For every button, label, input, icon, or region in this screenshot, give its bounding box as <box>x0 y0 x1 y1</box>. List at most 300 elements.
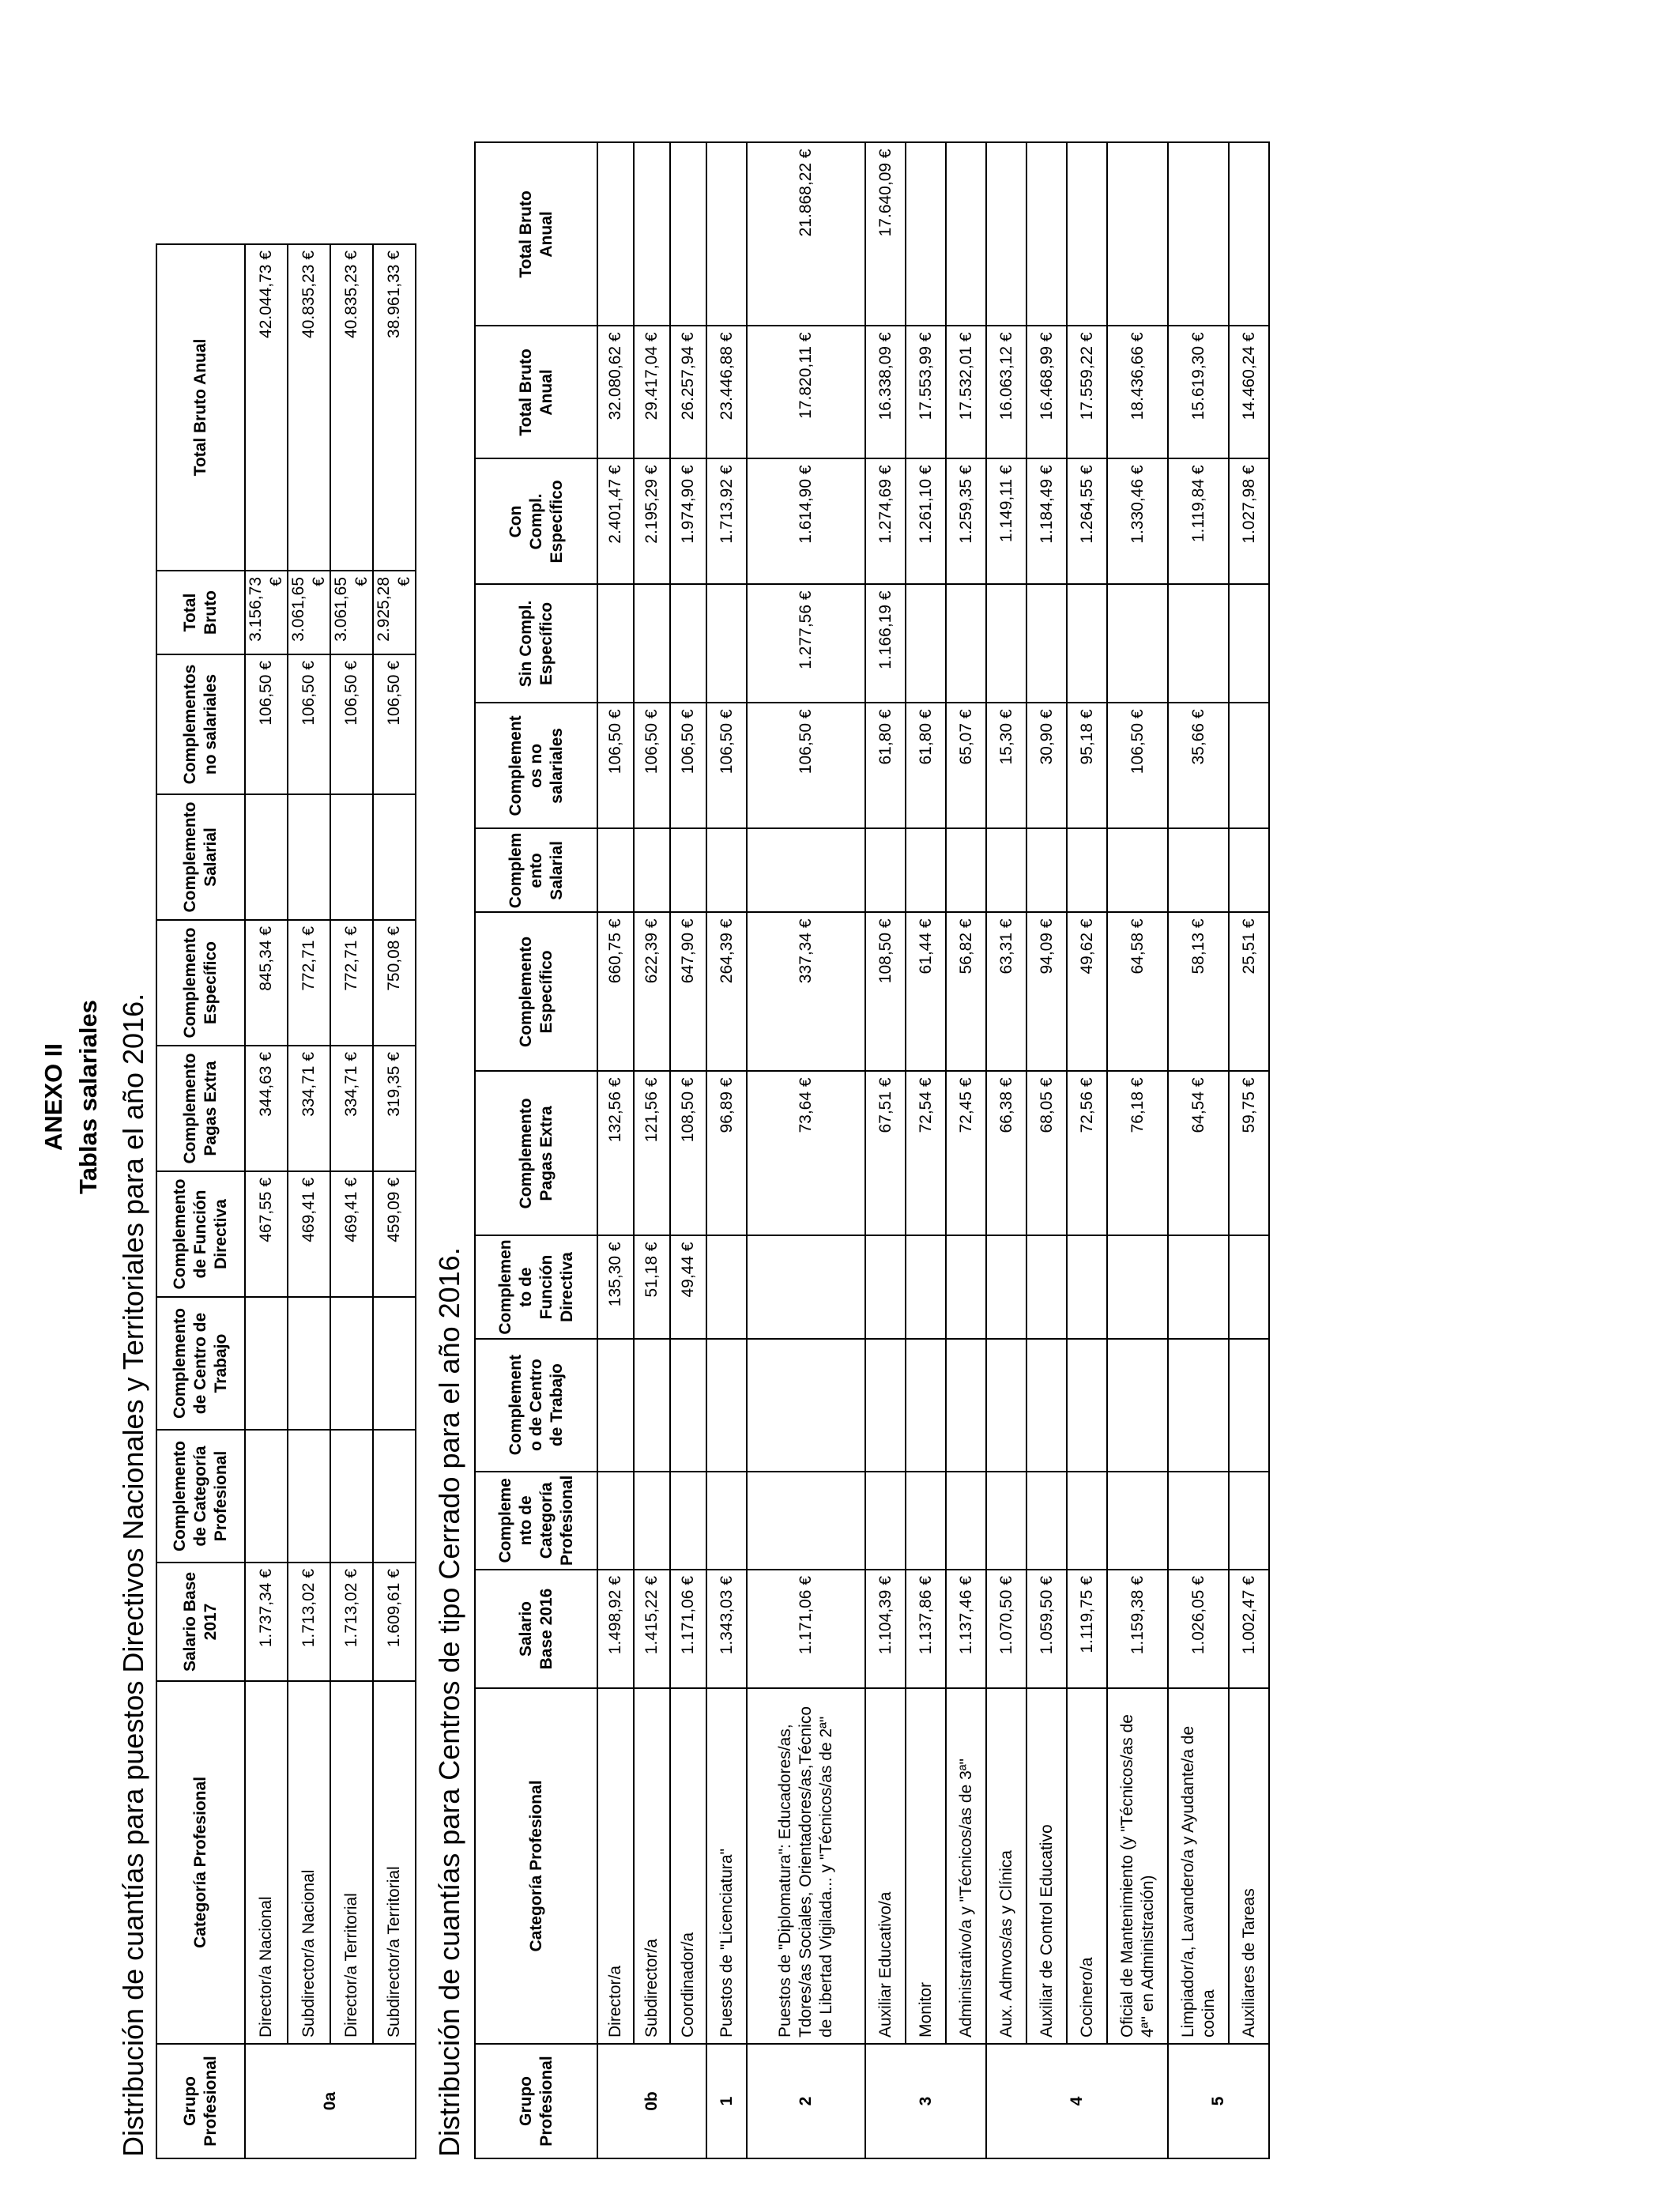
header-categoria: Categoría Profesional <box>156 1681 245 2044</box>
header-line: Complemento <box>516 1098 535 1209</box>
header-grupo <box>475 2044 597 2158</box>
total-anual-cell: 38.961,33 € <box>373 244 416 571</box>
total-bruto-cell: 3.061,65 € <box>330 571 373 654</box>
especifico-cell: 845,34 € <box>245 920 288 1046</box>
pagas-cell: 319,35 € <box>373 1046 416 1171</box>
total-anual-cell: 40.835,23 € <box>288 244 330 571</box>
table-row <box>706 142 747 2158</box>
header-line: Complement <box>506 1355 525 1456</box>
centro-cell <box>245 1297 288 1430</box>
salario-base-cell: 1.713,02 € <box>330 1563 373 1681</box>
pagas-cell: 66,38 € <box>986 1071 1026 1235</box>
salarial-cell <box>906 828 946 912</box>
salario-base-cell: 1.171,06 € <box>670 1570 706 1688</box>
funcion-cell <box>1067 1235 1107 1338</box>
con-compl-cell: 1.261,10 € <box>906 458 946 584</box>
funcion-cell <box>865 1235 906 1338</box>
header-line: salariales <box>547 728 566 804</box>
categoria-cell: Auxiliares de Tareas <box>1229 1688 1269 2044</box>
salarial-cell <box>706 828 747 912</box>
sin-compl-cell: 1.166,19 € <box>865 584 906 703</box>
sin-compl-cell <box>1026 584 1067 703</box>
sin-compl-cell: 1.277,56 € <box>747 584 865 703</box>
salario-base-cell: 1.070,50 € <box>986 1570 1026 1688</box>
salario-base-cell: 1.713,02 € <box>288 1563 330 1681</box>
annex-title: ANEXO II <box>40 1042 67 1152</box>
con-compl-cell: 2.195,29 € <box>634 458 670 584</box>
sin-compl-cell <box>1229 584 1269 703</box>
con-compl-cell: 2.401,47 € <box>597 458 634 584</box>
sin-compl-cell <box>1107 584 1168 703</box>
categoria-cell: Director/a Nacional <box>245 1681 288 2044</box>
salario-base-cell: 1.343,03 € <box>706 1570 747 1688</box>
header-salario-base: Salario Base 2017 <box>156 1563 245 1681</box>
total-grupo-cell <box>706 142 747 326</box>
salario-base-cell: 1.737,34 € <box>245 1563 288 1681</box>
no-salariales-cell: 35,66 € <box>1168 703 1229 828</box>
no-salariales-cell: 106,50 € <box>747 703 865 828</box>
sin-compl-cell <box>1168 584 1229 703</box>
total-anual-cell: 42.044,73 € <box>245 244 288 571</box>
header-line: nto de <box>516 1495 535 1546</box>
total-anual-cell: 15.619,30 € <box>1168 326 1229 458</box>
header-line: Complem <box>506 832 525 909</box>
funcion-cell <box>1168 1235 1229 1338</box>
header-line: Con <box>506 505 525 538</box>
header-line: Total Bruto <box>516 349 535 436</box>
especifico-cell: 337,34 € <box>747 912 865 1071</box>
centro-cell <box>288 1297 330 1430</box>
categoria-cell: Monitor <box>906 1688 946 2044</box>
especifico-cell: 622,39 € <box>634 912 670 1071</box>
centro-cell <box>1168 1339 1229 1472</box>
centro-cell <box>986 1339 1026 1472</box>
header-no-salariales <box>475 703 597 828</box>
no-salariales-cell: 106,50 € <box>634 703 670 828</box>
categoria-cell: Cocinero/a <box>1067 1688 1107 2044</box>
total-grupo-cell <box>946 142 986 326</box>
especifico-cell: 772,71 € <box>288 920 330 1046</box>
total-grupo-cell <box>1168 142 1229 326</box>
total-bruto-cell: 3.061,65 € <box>288 571 330 654</box>
header-sin-compl <box>475 584 597 703</box>
especifico-cell: 108,50 € <box>865 912 906 1071</box>
cat-prof-cell <box>1229 1472 1269 1570</box>
salario-base-cell: 1.026,05 € <box>1168 1570 1229 1688</box>
header-centro <box>475 1339 597 1472</box>
header-pagas <box>475 1071 597 1235</box>
salarial-cell <box>288 794 330 920</box>
table1-caption: Distribución de cuantías para puestos Directivos Nacionales y Territoriales para el año 2016. <box>117 993 149 2157</box>
categoria-cell: Subdirector/a Territorial <box>373 1681 416 2044</box>
centro-cell <box>1026 1339 1067 1472</box>
con-compl-cell: 1.274,69 € <box>865 458 906 584</box>
table2-header-row <box>475 142 597 2158</box>
header-line: Complemento <box>516 936 535 1047</box>
especifico-cell: 750,08 € <box>373 920 416 1046</box>
centro-cell <box>597 1339 634 1472</box>
funcion-cell <box>906 1235 946 1338</box>
cat-prof-cell <box>670 1472 706 1570</box>
centro-cell <box>906 1339 946 1472</box>
total-anual-cell: 17.559,22 € <box>1067 326 1107 458</box>
no-salariales-cell: 106,50 € <box>1107 703 1168 828</box>
header-categoria <box>475 1688 597 2044</box>
no-salariales-cell: 15,30 € <box>986 703 1026 828</box>
no-salariales-cell <box>1229 703 1269 828</box>
total-bruto-cell: 3.156,73 € <box>245 571 288 654</box>
funcion-cell <box>706 1235 747 1338</box>
funcion-cell: 469,41 € <box>330 1171 373 1297</box>
table-row <box>288 244 330 2158</box>
table-row <box>747 142 865 2158</box>
total-grupo-cell <box>634 142 670 326</box>
table-row <box>330 244 373 2158</box>
total-anual-cell: 16.468,99 € <box>1026 326 1067 458</box>
con-compl-cell: 1.614,90 € <box>747 458 865 584</box>
funcion-cell <box>1107 1235 1168 1338</box>
centro-cell <box>1107 1339 1168 1472</box>
cat-prof-cell <box>597 1472 634 1570</box>
sin-compl-cell <box>634 584 670 703</box>
table-row <box>373 244 416 2158</box>
con-compl-cell: 1.330,46 € <box>1107 458 1168 584</box>
salarial-cell <box>245 794 288 920</box>
centro-cell <box>706 1339 747 1472</box>
header-salarial: Complemento Salarial <box>156 794 245 920</box>
total-anual-cell: 29.417,04 € <box>634 326 670 458</box>
total-grupo-cell <box>906 142 946 326</box>
pagas-cell: 344,63 € <box>245 1046 288 1171</box>
salarial-cell <box>670 828 706 912</box>
total-grupo-cell <box>1026 142 1067 326</box>
sin-compl-cell <box>986 584 1026 703</box>
total-anual-cell: 26.257,94 € <box>670 326 706 458</box>
categoria-cell: Puestos de "Licenciatura" <box>706 1688 747 2044</box>
salarial-cell <box>865 828 906 912</box>
group-cell: 4 <box>986 2044 1168 2158</box>
table-directivos <box>156 243 416 2159</box>
header-total-anual: Total Bruto Anual <box>156 244 245 571</box>
especifico-cell: 56,82 € <box>946 912 986 1071</box>
con-compl-cell: 1.119,84 € <box>1168 458 1229 584</box>
con-compl-cell: 1.264,55 € <box>1067 458 1107 584</box>
no-salariales-cell: 95,18 € <box>1067 703 1107 828</box>
header-line: Salarial <box>547 841 566 900</box>
especifico-cell: 61,44 € <box>906 912 946 1071</box>
categoria-cell: Subdirector/a Nacional <box>288 1681 330 2044</box>
total-anual-cell: 16.338,09 € <box>865 326 906 458</box>
cat-prof-cell <box>1067 1472 1107 1570</box>
total-anual-cell: 17.553,99 € <box>906 326 946 458</box>
funcion-cell: 51,18 € <box>634 1235 670 1338</box>
header-line: ento <box>526 853 545 888</box>
cat-prof-cell <box>706 1472 747 1570</box>
salarial-cell <box>986 828 1026 912</box>
total-anual-cell: 14.460,24 € <box>1229 326 1269 458</box>
especifico-cell: 660,75 € <box>597 912 634 1071</box>
total-grupo-cell <box>597 142 634 326</box>
salario-base-cell: 1.059,50 € <box>1026 1570 1067 1688</box>
group-cell: 5 <box>1168 2044 1269 2158</box>
funcion-cell <box>946 1235 986 1338</box>
especifico-cell: 647,90 € <box>670 912 706 1071</box>
table-row <box>946 142 986 2158</box>
no-salariales-cell: 106,50 € <box>330 654 373 794</box>
total-anual-cell: 17.532,01 € <box>946 326 986 458</box>
salarial-cell <box>634 828 670 912</box>
salarial-cell <box>1168 828 1229 912</box>
especifico-cell: 63,31 € <box>986 912 1026 1071</box>
table-row <box>597 142 634 2158</box>
categoria-cell: Aux. Admvos/as y Clínica <box>986 1688 1026 2044</box>
table-row <box>670 142 706 2158</box>
centro-cell <box>373 1297 416 1430</box>
total-anual-cell: 16.063,12 € <box>986 326 1026 458</box>
cat-prof-cell <box>1168 1472 1229 1570</box>
table2-caption: Distribución de cuantías para Centros de tipo Cerrado para el año 2016. <box>433 1247 465 2157</box>
header-line: Base 2016 <box>537 1588 556 1670</box>
group-cell: 1 <box>706 2044 747 2158</box>
header-funcion: Complemento de Función Directiva <box>156 1171 245 1297</box>
header-line: Anual <box>537 369 556 416</box>
table-row <box>1026 142 1067 2158</box>
total-grupo-cell <box>1229 142 1269 326</box>
salario-base-cell: 1.119,75 € <box>1067 1570 1107 1688</box>
salarial-cell <box>747 828 865 912</box>
sin-compl-cell <box>946 584 986 703</box>
centro-cell <box>634 1339 670 1472</box>
no-salariales-cell: 106,50 € <box>288 654 330 794</box>
con-compl-cell: 1.259,35 € <box>946 458 986 584</box>
table-row <box>1168 142 1229 2158</box>
header-line: Específico <box>547 480 566 564</box>
categoria-cell: Administrativo/a y "Técnicos/as de 3ª" <box>946 1688 986 2044</box>
header-centro: Complemento de Centro de Trabajo <box>156 1297 245 1430</box>
especifico-cell: 58,13 € <box>1168 912 1229 1071</box>
centro-cell <box>670 1339 706 1472</box>
total-grupo-cell: 17.640,09 € <box>865 142 906 326</box>
pagas-cell: 73,64 € <box>747 1071 865 1235</box>
salarial-cell <box>946 828 986 912</box>
header-line: Categoría <box>537 1482 556 1559</box>
con-compl-cell: 1.027,98 € <box>1229 458 1269 584</box>
total-grupo-cell <box>1107 142 1168 326</box>
total-grupo-cell <box>986 142 1026 326</box>
table-row <box>1107 142 1168 2158</box>
pagas-cell: 108,50 € <box>670 1071 706 1235</box>
header-funcion <box>475 1235 597 1338</box>
pagas-cell: 72,54 € <box>906 1071 946 1235</box>
pagas-cell: 67,51 € <box>865 1071 906 1235</box>
centro-cell <box>330 1297 373 1430</box>
table-row <box>1229 142 1269 2158</box>
con-compl-cell: 1.974,90 € <box>670 458 706 584</box>
centro-cell <box>1229 1339 1269 1472</box>
sin-compl-cell <box>1067 584 1107 703</box>
salarial-cell <box>330 794 373 920</box>
salario-base-cell: 1.609,61 € <box>373 1563 416 1681</box>
total-bruto-cell: 2.925,28 € <box>373 571 416 654</box>
group-cell: 0a <box>245 2044 416 2158</box>
funcion-cell: 135,30 € <box>597 1235 634 1338</box>
funcion-cell: 459,09 € <box>373 1171 416 1297</box>
salarial-cell <box>1229 828 1269 912</box>
centro-cell <box>1067 1339 1107 1472</box>
cat-prof-cell <box>245 1430 288 1563</box>
funcion-cell: 49,44 € <box>670 1235 706 1338</box>
cat-prof-cell <box>865 1472 906 1570</box>
pagas-cell: 76,18 € <box>1107 1071 1168 1235</box>
salarial-cell <box>373 794 416 920</box>
salario-base-cell: 1.159,38 € <box>1107 1570 1168 1688</box>
header-grupo: Grupo Profesional <box>156 2044 245 2158</box>
centro-cell <box>747 1339 865 1472</box>
header-no-salariales: Complementos no salariales <box>156 654 245 794</box>
especifico-cell: 25,51 € <box>1229 912 1269 1071</box>
salarial-cell <box>1067 828 1107 912</box>
especifico-cell: 772,71 € <box>330 920 373 1046</box>
pagas-cell: 96,89 € <box>706 1071 747 1235</box>
salarial-cell <box>597 828 634 912</box>
funcion-cell: 469,41 € <box>288 1171 330 1297</box>
header-line: Grupo <box>516 2076 535 2126</box>
cat-prof-cell <box>946 1472 986 1570</box>
header-line: Complement <box>506 715 525 816</box>
cat-prof-cell <box>1026 1472 1067 1570</box>
categoria-cell: Director/a Territorial <box>330 1681 373 2044</box>
categoria-cell: Auxiliar de Control Educativo <box>1026 1688 1067 2044</box>
table-centros-cerrados <box>474 141 1270 2159</box>
funcion-cell <box>747 1235 865 1338</box>
especifico-cell: 49,62 € <box>1067 912 1107 1071</box>
header-line: Función <box>537 1254 556 1320</box>
cat-prof-cell <box>330 1430 373 1563</box>
no-salariales-cell: 30,90 € <box>1026 703 1067 828</box>
salario-base-cell: 1.104,39 € <box>865 1570 906 1688</box>
funcion-cell <box>1026 1235 1067 1338</box>
table-row <box>906 142 946 2158</box>
header-especifico <box>475 912 597 1071</box>
table-row <box>865 142 906 2158</box>
categoria-cell: Coordinador/a <box>670 1688 706 2044</box>
sin-compl-cell <box>906 584 946 703</box>
header-line: to de <box>516 1267 535 1307</box>
salario-base-cell: 1.137,86 € <box>906 1570 946 1688</box>
header-total-bruto: Total Bruto <box>156 571 245 654</box>
categoria-cell: Puestos de "Diplomatura": Educadores/as, Tdores/as Sociales, Orientadores/as,Técnico de Libertad Vigilada... y "Técnicos/as de 2ª" <box>747 1688 865 2044</box>
centro-cell <box>865 1339 906 1472</box>
especifico-cell: 64,58 € <box>1107 912 1168 1071</box>
header-line: Directiva <box>557 1252 576 1322</box>
salario-base-cell: 1.137,46 € <box>946 1570 986 1688</box>
salario-base-cell: 1.498,92 € <box>597 1570 634 1688</box>
total-anual-cell: 18.436,66 € <box>1107 326 1168 458</box>
sin-compl-cell <box>706 584 747 703</box>
total-anual-cell: 23.446,88 € <box>706 326 747 458</box>
header-line: Profesional <box>537 2056 556 2147</box>
con-compl-cell: 1.149,11 € <box>986 458 1026 584</box>
cat-prof-cell <box>634 1472 670 1570</box>
total-grupo-cell: 21.868,22 € <box>747 142 865 326</box>
funcion-cell <box>1229 1235 1269 1338</box>
pagas-cell: 334,71 € <box>330 1046 373 1171</box>
con-compl-cell: 1.713,92 € <box>706 458 747 584</box>
salario-base-cell: 1.171,06 € <box>747 1570 865 1688</box>
header-line: de Trabajo <box>547 1363 566 1447</box>
no-salariales-cell: 106,50 € <box>670 703 706 828</box>
header-line: o de Centro <box>526 1359 545 1451</box>
cat-prof-cell <box>747 1472 865 1570</box>
table-row <box>986 142 1026 2158</box>
funcion-cell: 467,55 € <box>245 1171 288 1297</box>
header-total-anual <box>475 326 597 458</box>
especifico-cell: 94,09 € <box>1026 912 1067 1071</box>
salario-base-cell: 1.002,47 € <box>1229 1570 1269 1688</box>
pagas-cell: 68,05 € <box>1026 1071 1067 1235</box>
pagas-cell: 72,56 € <box>1067 1071 1107 1235</box>
header-line: Salario <box>516 1600 535 1657</box>
header-line: Categoría Profesional <box>526 1780 545 1952</box>
salarial-cell <box>1026 828 1067 912</box>
especifico-cell: 264,39 € <box>706 912 747 1071</box>
sin-compl-cell <box>670 584 706 703</box>
cat-prof-cell <box>986 1472 1026 1570</box>
header-total-anual-grupo <box>475 142 597 326</box>
cat-prof-cell <box>1107 1472 1168 1570</box>
header-line: Sin Compl. <box>516 600 535 688</box>
group-cell: 2 <box>747 2044 865 2158</box>
no-salariales-cell: 65,07 € <box>946 703 986 828</box>
header-line: Anual <box>537 211 556 258</box>
total-anual-cell: 40.835,23 € <box>330 244 373 571</box>
no-salariales-cell: 106,50 € <box>245 654 288 794</box>
header-salarial <box>475 828 597 912</box>
header-pagas: Complemento Pagas Extra <box>156 1046 245 1171</box>
salarial-cell <box>1107 828 1168 912</box>
header-line: Compl. <box>526 493 545 550</box>
no-salariales-cell: 61,80 € <box>865 703 906 828</box>
pagas-cell: 72,45 € <box>946 1071 986 1235</box>
table-row <box>245 244 288 2158</box>
table-row <box>634 142 670 2158</box>
header-cat-prof <box>475 1472 597 1570</box>
total-grupo-cell <box>1067 142 1107 326</box>
header-line: Profesional <box>557 1475 576 1566</box>
cat-prof-cell <box>288 1430 330 1563</box>
total-anual-cell: 17.820,11 € <box>747 326 865 458</box>
total-anual-cell: 32.080,62 € <box>597 326 634 458</box>
header-line: Total Bruto <box>516 190 535 278</box>
header-line: Complemen <box>495 1239 514 1335</box>
table-row <box>1067 142 1107 2158</box>
header-line: os no <box>526 743 545 788</box>
header-especifico: Complemento Específico <box>156 920 245 1046</box>
group-cell: 3 <box>865 2044 986 2158</box>
no-salariales-cell: 61,80 € <box>906 703 946 828</box>
pagas-cell: 132,56 € <box>597 1071 634 1235</box>
group-cell: 0b <box>597 2044 706 2158</box>
header-con-compl <box>475 458 597 584</box>
header-line: Compleme <box>495 1478 514 1563</box>
pagas-cell: 59,75 € <box>1229 1071 1269 1235</box>
categoria-cell: Auxiliar Educativo/a <box>865 1688 906 2044</box>
funcion-cell <box>986 1235 1026 1338</box>
categoria-cell: Director/a <box>597 1688 634 2044</box>
header-salario <box>475 1570 597 1688</box>
header-line: Pagas Extra <box>537 1106 556 1201</box>
categoria-cell: Oficial de Mantenimiento (y "Técnicos/as de 4ª" en Administración) <box>1107 1688 1168 2044</box>
